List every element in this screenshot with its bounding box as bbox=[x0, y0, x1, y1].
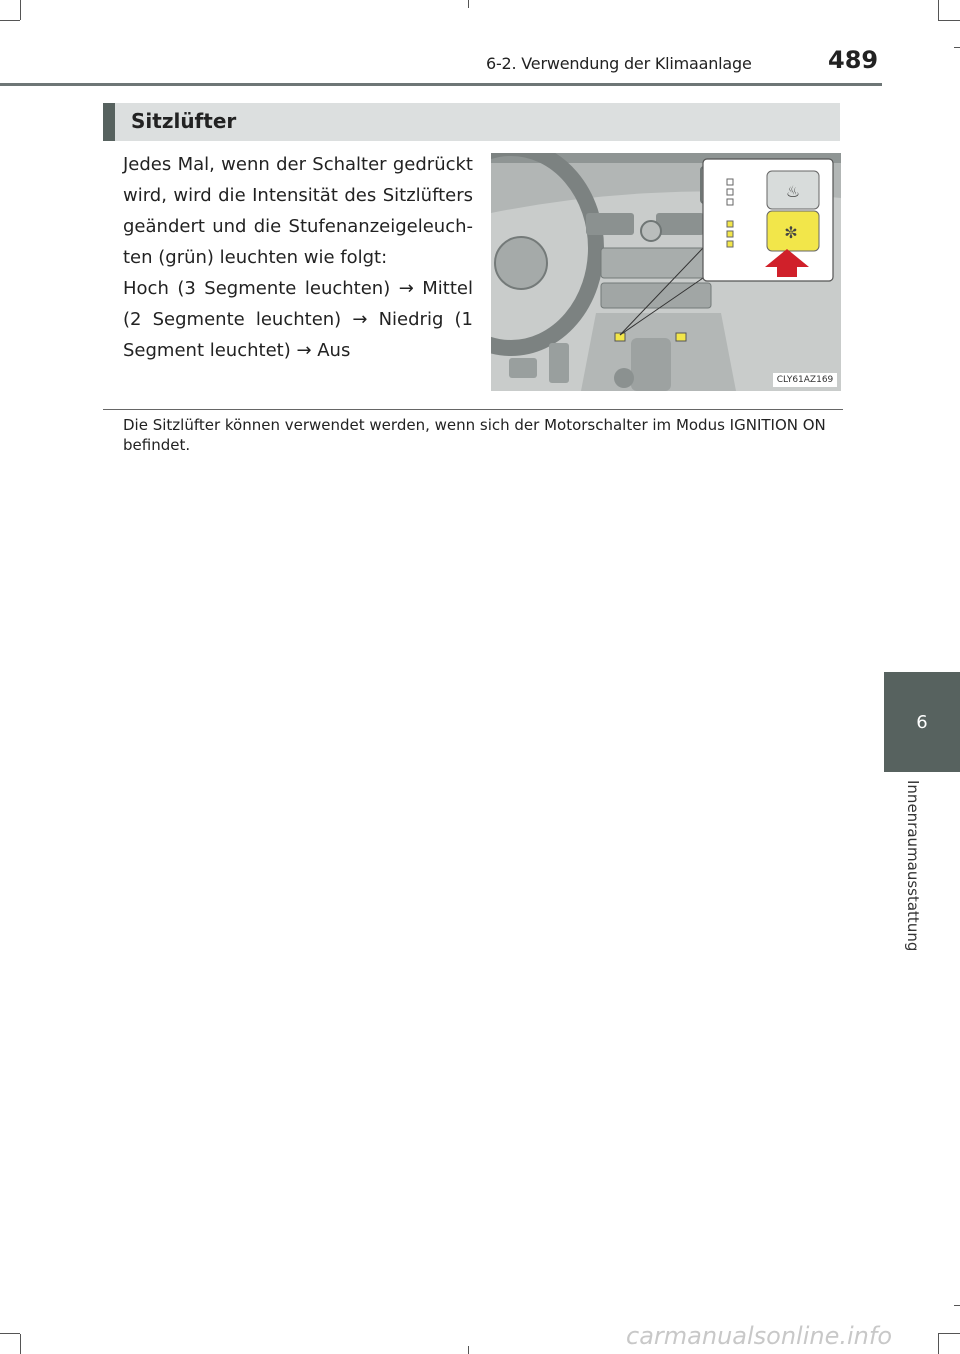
header-rule bbox=[0, 83, 882, 86]
chapter-side-label: Innenraumausstattung bbox=[904, 780, 922, 952]
watermark: carmanualsonline.info bbox=[626, 1322, 893, 1350]
section-heading-bar bbox=[103, 103, 840, 141]
dashboard-drawing bbox=[491, 153, 841, 391]
note-text: Die Sitzlüfter können verwendet werden, wenn sich der Motorschalter im Modus IGNITION ON befindet. bbox=[123, 416, 826, 454]
crop-mark bbox=[20, 0, 21, 20]
dashboard-illustration bbox=[491, 153, 841, 391]
crop-mark bbox=[468, 0, 469, 8]
chapter-title: 6-2. Verwendung der Klimaanlage bbox=[486, 54, 752, 73]
page-number: 489 bbox=[828, 46, 879, 74]
body-paragraph: Jedes Mal, wenn der Schalter gedrückt wird, wird die Intensität des Sitzlüfters geändert und die Stufenanzeigeleuchten (grün) leuchten wie folgt: bbox=[123, 154, 473, 268]
crop-mark bbox=[938, 1333, 960, 1334]
crop-mark bbox=[468, 1346, 469, 1354]
svg-text:✼: ✼ bbox=[784, 223, 798, 242]
chapter-number: 6 bbox=[916, 712, 928, 733]
crop-mark bbox=[0, 20, 20, 21]
crop-mark bbox=[0, 1333, 20, 1334]
crop-mark bbox=[954, 47, 960, 48]
crop-mark bbox=[954, 1305, 960, 1306]
crop-mark bbox=[20, 1334, 21, 1354]
illustration-code: CLY61AZ169 bbox=[773, 373, 837, 387]
section-title: Sitzlüfter bbox=[131, 109, 237, 133]
body-sequence: Hoch (3 Segmente leuchten) → Mittel (2 Segmente leuchten) → Niedrig (1 Segment leuchtet) → Aus bbox=[123, 278, 473, 361]
chapter-tab bbox=[884, 672, 960, 772]
crop-mark bbox=[938, 20, 960, 21]
body-text bbox=[123, 149, 473, 366]
svg-text:♨: ♨ bbox=[785, 182, 801, 201]
note-rule bbox=[103, 409, 843, 410]
crop-mark bbox=[938, 0, 939, 20]
crop-mark bbox=[938, 1334, 939, 1354]
